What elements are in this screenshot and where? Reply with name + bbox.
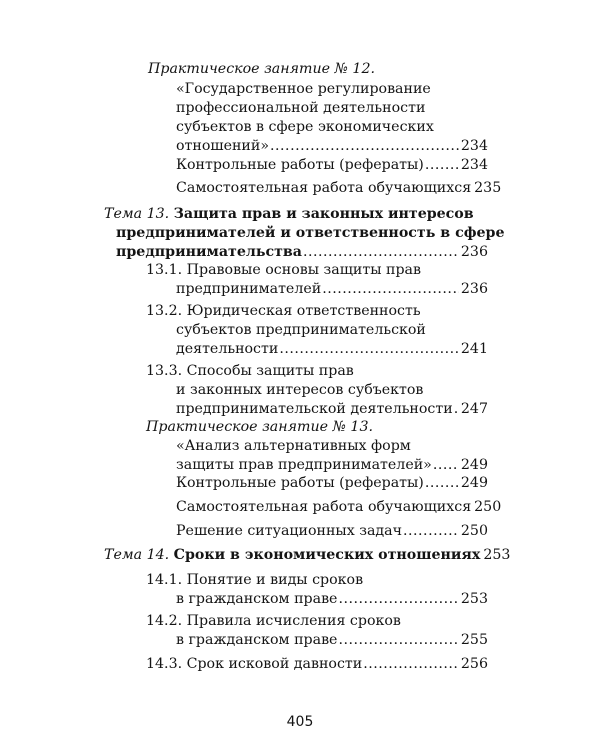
page-ref: 247 (460, 401, 488, 417)
page-ref: 255 (460, 632, 488, 648)
page-ref: 234 (460, 138, 488, 154)
topic-14-entry[interactable] (104, 546, 511, 565)
dot-leader (338, 590, 458, 609)
entry-line: в гражданском праве (176, 632, 338, 648)
section-13-3-heading[interactable] (146, 362, 354, 381)
page-number: 405 (286, 714, 314, 730)
dot-leader (322, 280, 459, 299)
practical-12-entry[interactable] (176, 80, 488, 156)
entry-line: «Анализ альтернативных форм (176, 438, 411, 454)
entry-line: профессиональной деятельности (176, 100, 426, 116)
topic-title: Защита прав и законных интересов (173, 206, 474, 222)
dot-leader (433, 456, 459, 475)
entry-line: защиты прав предпринимателей» (176, 457, 432, 473)
topic-prefix: Тема 14. (104, 547, 170, 563)
dot-leader (403, 522, 459, 541)
page-ref: 236 (460, 281, 488, 297)
page-ref: 250 (474, 499, 502, 515)
dot-leader (279, 340, 459, 359)
topic-prefix: Тема 13. (104, 206, 170, 222)
entry-line: предпринимательской деятельности (176, 401, 453, 417)
dot-leader (303, 243, 459, 262)
section-14-2-heading[interactable] (146, 612, 401, 631)
entry-line: предпринимателей и ответственность в сфере (116, 225, 505, 241)
dot-leader (425, 156, 459, 175)
page-ref: 256 (460, 656, 488, 672)
self-study-13-entry[interactable] (176, 498, 502, 517)
self-study-12-entry[interactable] (176, 179, 502, 198)
entry-line: предпринимателей (176, 281, 322, 297)
dot-leader (363, 655, 459, 674)
practical-13-heading: Практическое занятие № 13. (146, 419, 373, 435)
entry-line: субъектов предпринимательской (176, 322, 426, 338)
topic-13-entry[interactable] (116, 224, 505, 262)
page-ref: 253 (483, 547, 511, 563)
section-13-1-heading[interactable] (146, 261, 421, 280)
entry-line: предпринимательства (116, 244, 302, 260)
dot-leader (270, 137, 459, 156)
topic-13-heading[interactable] (104, 205, 474, 224)
entry-title: Контрольные работы (рефераты) (176, 157, 424, 173)
page-ref: 249 (460, 475, 488, 491)
section-14-1-heading[interactable] (146, 571, 363, 590)
section-14-2-entry[interactable] (176, 631, 488, 650)
dot-leader (425, 474, 459, 493)
section-13-2-heading[interactable] (146, 302, 421, 321)
section-title: Срок исковой давности (186, 656, 363, 672)
section-14-3-entry[interactable] (146, 655, 488, 674)
dot-leader (338, 631, 458, 650)
control-works-12-entry[interactable] (176, 156, 488, 175)
section-title: Понятие и виды сроков (186, 572, 364, 588)
entry-line: в гражданском праве (176, 591, 338, 607)
dot-leader (454, 400, 459, 419)
page-ref: 235 (474, 180, 502, 196)
entry-line: деятельности (176, 341, 279, 357)
control-works-13-entry[interactable] (176, 474, 488, 493)
practical-12-heading: Практическое занятие № 12. (148, 61, 375, 77)
entry-title: Самостоятельная работа обучающихся (176, 180, 472, 196)
section-title: Правовые основы защиты прав (186, 262, 422, 278)
page-ref: 250 (460, 523, 488, 539)
page-ref: 234 (460, 157, 488, 173)
page-ref: 253 (460, 591, 488, 607)
section-title: Юридическая ответственность (186, 303, 421, 319)
section-number: 13.2. (146, 303, 183, 319)
section-number: 13.3. (146, 363, 183, 379)
page-ref: 249 (460, 457, 488, 473)
page-ref: 236 (460, 244, 488, 260)
section-14-1-entry[interactable] (176, 590, 488, 609)
section-13-3-entry[interactable] (176, 381, 488, 419)
practical-13-entry[interactable] (176, 437, 488, 475)
section-number: 13.1. (146, 262, 183, 278)
section-13-1-entry[interactable] (176, 280, 488, 299)
page-ref: 241 (460, 341, 488, 357)
entry-title: Самостоятельная работа обучающихся (176, 499, 472, 515)
entry-title: Контрольные работы (рефераты) (176, 475, 424, 491)
section-number: 14.3. (146, 656, 183, 672)
section-13-2-entry[interactable] (176, 321, 488, 359)
entry-line: «Государственное регулирование (176, 81, 431, 97)
topic-title: Сроки в экономических отношениях (173, 547, 481, 563)
section-number: 14.1. (146, 572, 183, 588)
entry-line: и законных интересов субъектов (176, 382, 424, 398)
situational-tasks-13-entry[interactable] (176, 522, 488, 541)
section-title: Способы защиты прав (186, 363, 354, 379)
section-title: Правила исчисления сроков (186, 613, 401, 629)
entry-line: субъектов в сфере экономических (176, 119, 434, 135)
section-number: 14.2. (146, 613, 183, 629)
entry-line: отношений» (176, 138, 270, 154)
entry-title: Решение ситуационных задач (176, 523, 403, 539)
